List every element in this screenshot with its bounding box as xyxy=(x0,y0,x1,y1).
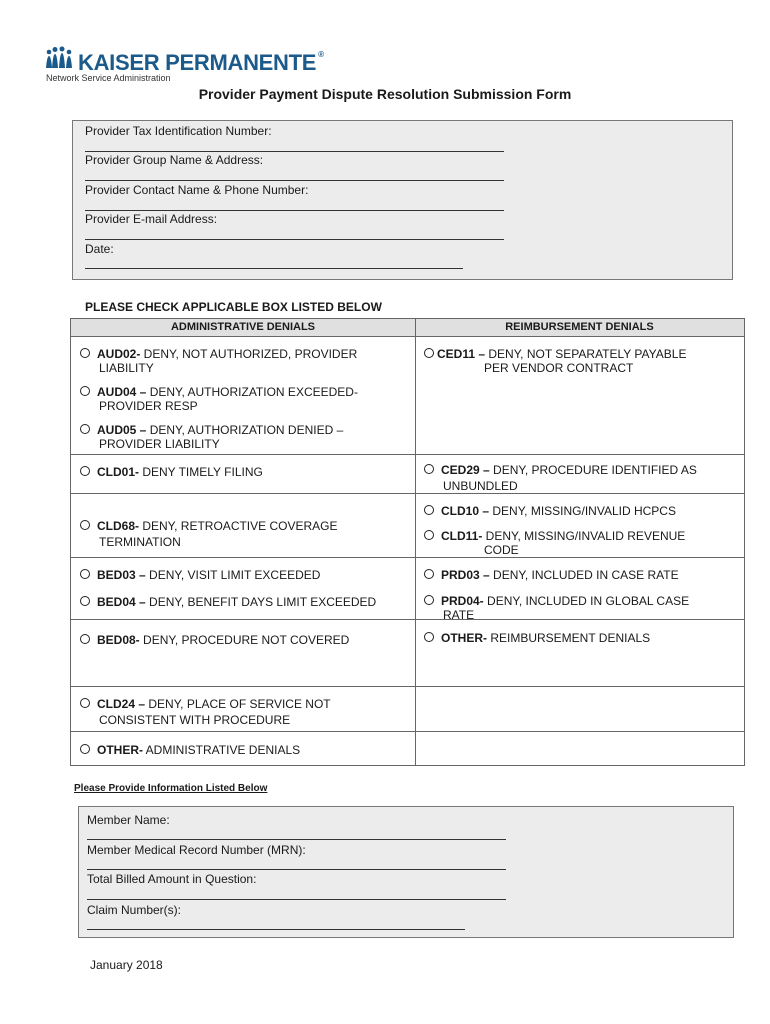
provider-date-line[interactable] xyxy=(85,268,463,269)
option-ced29[interactable]: CED29 – DENY, PROCEDURE IDENTIFIED AS UNBUNDLED xyxy=(424,463,697,493)
brand-name: KAISER PERMANENTE ® xyxy=(78,50,324,75)
radio-circle-icon[interactable] xyxy=(424,348,434,358)
option-bed03[interactable]: BED03 – DENY, VISIT LIMIT EXCEEDED xyxy=(80,568,320,582)
brand-subtitle: Network Service Administration xyxy=(46,73,171,83)
radio-circle-icon[interactable] xyxy=(80,424,90,434)
row-divider xyxy=(415,557,744,558)
radio-circle-icon[interactable] xyxy=(80,698,90,708)
option-ced11[interactable]: CED11 – DENY, NOT SEPARATELY PAYABLE PER VENDOR CONTRACT xyxy=(424,347,686,375)
radio-circle-icon[interactable] xyxy=(424,595,434,605)
reimb-denials-header: REIMBURSEMENT DENIALS xyxy=(505,321,654,333)
member-name-label: Member Name: xyxy=(87,813,170,827)
radio-circle-icon[interactable] xyxy=(424,505,434,515)
please-provide-heading: Please Provide Information Listed Below xyxy=(74,783,268,794)
radio-circle-icon[interactable] xyxy=(80,386,90,396)
radio-circle-icon[interactable] xyxy=(424,530,434,540)
provider-email-label: Provider E-mail Address: xyxy=(85,212,218,226)
billed-amount-label: Total Billed Amount in Question: xyxy=(87,872,257,886)
provider-date-label: Date: xyxy=(85,242,114,256)
option-cld10[interactable]: CLD10 – DENY, MISSING/INVALID HCPCS xyxy=(424,504,676,518)
column-divider xyxy=(415,319,416,765)
option-cld24[interactable]: CLD24 – DENY, PLACE OF SERVICE NOT CONSISTENT WITH PROCEDURE xyxy=(80,697,331,727)
provider-tax-id-line[interactable] xyxy=(85,151,504,152)
member-name-line[interactable] xyxy=(87,839,506,840)
radio-circle-icon[interactable] xyxy=(424,632,434,642)
radio-circle-icon[interactable] xyxy=(80,466,90,476)
radio-circle-icon[interactable] xyxy=(80,569,90,579)
radio-circle-icon[interactable] xyxy=(80,744,90,754)
radio-circle-icon[interactable] xyxy=(80,348,90,358)
denials-table xyxy=(70,318,745,766)
option-aud02[interactable]: AUD02- DENY, NOT AUTHORIZED, PROVIDER LIABILITY xyxy=(80,347,357,375)
radio-circle-icon[interactable] xyxy=(80,634,90,644)
radio-circle-icon[interactable] xyxy=(424,569,434,579)
option-bed04[interactable]: BED04 – DENY, BENEFIT DAYS LIMIT EXCEEDED xyxy=(80,595,376,609)
option-cld01[interactable]: CLD01- DENY TIMELY FILING xyxy=(80,465,263,479)
option-other-reimb[interactable]: OTHER- REIMBURSEMENT DENIALS xyxy=(424,631,650,645)
option-aud05[interactable]: AUD05 – DENY, AUTHORIZATION DENIED – PROVIDER LIABILITY xyxy=(80,423,343,451)
radio-circle-icon[interactable] xyxy=(80,596,90,606)
row-divider xyxy=(71,686,744,687)
row-divider xyxy=(71,454,415,455)
provider-group-label: Provider Group Name & Address: xyxy=(85,153,264,167)
provider-contact-label: Provider Contact Name & Phone Number: xyxy=(85,183,309,197)
option-other-admin[interactable]: OTHER- ADMINISTRATIVE DENIALS xyxy=(80,743,300,757)
footer-date: January 2018 xyxy=(90,958,163,972)
row-divider xyxy=(415,493,744,494)
row-divider xyxy=(71,731,744,732)
option-prd04[interactable]: PRD04- DENY, INCLUDED IN GLOBAL CASE RATE xyxy=(424,594,689,622)
provider-tax-id-label: Provider Tax Identification Number: xyxy=(85,124,272,138)
option-cld68[interactable]: CLD68- DENY, RETROACTIVE COVERAGE TERMINATION xyxy=(80,519,338,549)
claim-number-line[interactable] xyxy=(87,929,465,930)
option-bed08[interactable]: BED08- DENY, PROCEDURE NOT COVERED xyxy=(80,633,349,647)
option-prd03[interactable]: PRD03 – DENY, INCLUDED IN CASE RATE xyxy=(424,568,679,582)
table-header xyxy=(71,319,744,337)
kaiser-people-icon xyxy=(44,46,74,72)
provider-group-line[interactable] xyxy=(85,180,504,181)
radio-circle-icon[interactable] xyxy=(424,464,434,474)
row-divider xyxy=(71,493,415,494)
provider-info-box xyxy=(72,120,733,280)
option-aud04[interactable]: AUD04 – DENY, AUTHORIZATION EXCEEDED- PROVIDER RESP xyxy=(80,385,358,413)
claim-number-label: Claim Number(s): xyxy=(87,903,182,917)
provider-email-line[interactable] xyxy=(85,239,504,240)
row-divider xyxy=(415,454,744,455)
check-heading: PLEASE CHECK APPLICABLE BOX LISTED BELOW xyxy=(85,300,382,314)
provider-contact-line[interactable] xyxy=(85,210,504,211)
radio-circle-icon[interactable] xyxy=(80,520,90,530)
page-title: Provider Payment Dispute Resolution Submission Form xyxy=(198,86,572,102)
member-mrn-line[interactable] xyxy=(87,869,506,870)
billed-amount-line[interactable] xyxy=(87,899,506,900)
member-info-box xyxy=(78,806,734,938)
member-mrn-label: Member Medical Record Number (MRN): xyxy=(87,843,306,857)
option-cld11[interactable]: CLD11- DENY, MISSING/INVALID REVENUE CODE xyxy=(424,529,685,557)
row-divider xyxy=(71,619,415,620)
row-divider xyxy=(71,557,415,558)
admin-denials-header: ADMINISTRATIVE DENIALS xyxy=(170,321,316,333)
